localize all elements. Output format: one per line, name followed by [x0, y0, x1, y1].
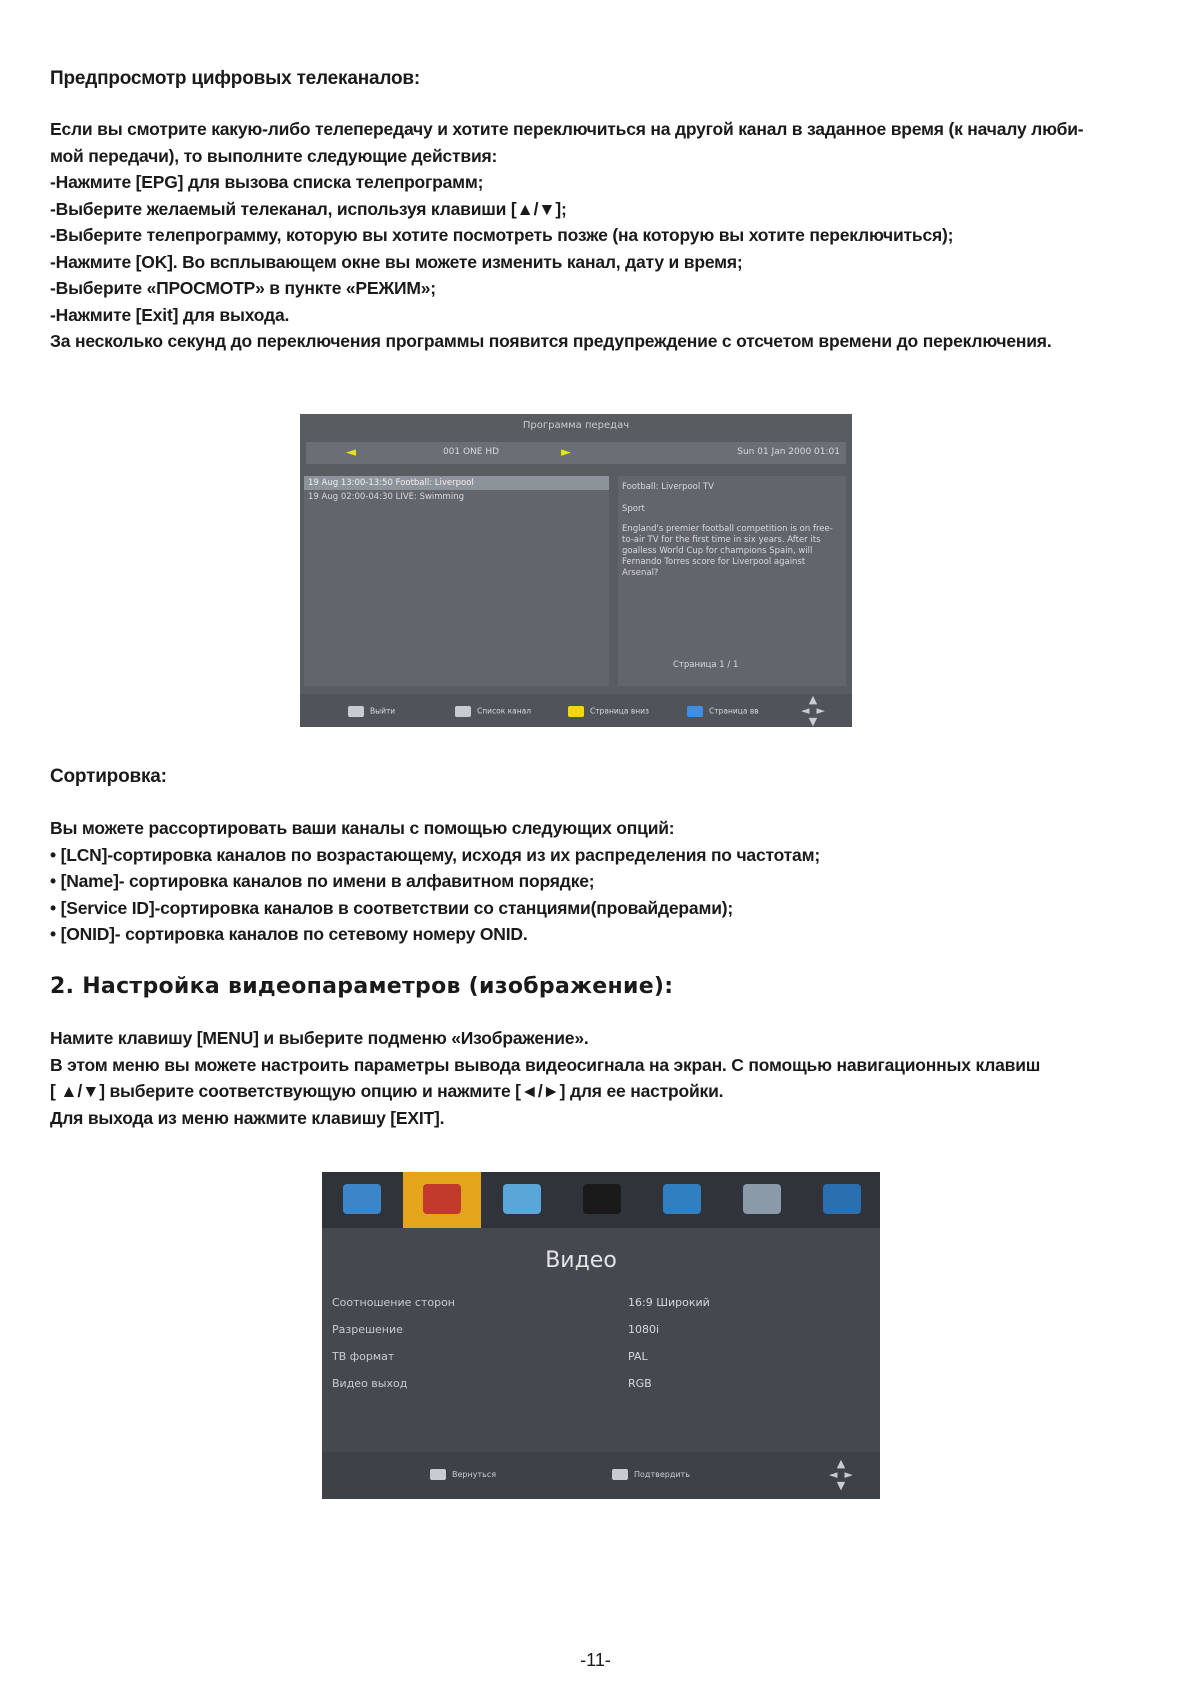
ok-key-icon: [612, 1469, 628, 1480]
text-line: За несколько секунд до переключения программы появится предупреждение с отсчетом времени до переключения.: [50, 331, 1052, 351]
navigation-cross-icon: ▲ ◄ ► ▼: [801, 693, 825, 727]
epg-info-page: Страница 1 / 1: [673, 660, 739, 670]
sorting-heading: Сортировка:: [50, 766, 167, 787]
video-settings-text: [50, 1025, 1150, 1131]
text-line: В этом меню вы можете настроить параметры вывода видеосигнала на экран. С помощью навигационных клавиш: [50, 1054, 1041, 1075]
globe-icon: [663, 1184, 701, 1214]
text-line: -Выберите телепрограмму, которую вы хотите посмотреть позже (на которую вы хотите переключиться);: [50, 225, 954, 245]
tab-usb: [803, 1172, 880, 1228]
tab-time: [563, 1172, 641, 1228]
video-menu-title: Видео: [545, 1248, 617, 1273]
sorting-text: [50, 815, 1150, 948]
epg-info-title: Football: Liverpool TV: [622, 482, 714, 492]
gear-icon: [743, 1184, 781, 1214]
page-down-hint: Страница вниз: [568, 706, 649, 717]
text-line: Намите клавишу [MENU] и выберите подменю «Изображение».: [50, 1028, 589, 1048]
epg-preview-text: [50, 116, 1150, 355]
epg-preview-heading: Предпросмотр цифровых телеканалов:: [50, 68, 420, 89]
text-line: • [Name]- сортировка каналов по имени в алфавитном порядке;: [50, 871, 595, 891]
exit-hint: Выйти: [348, 706, 395, 717]
text-line: -Нажмите [Exit] для выхода.: [50, 304, 290, 325]
text-line: • [LCN]-сортировка каналов по возрастающему, исходя из их распределения по частотам;: [50, 844, 820, 865]
epg-channel-name: 001 ONE HD: [442, 447, 500, 457]
channels-icon: [343, 1184, 381, 1214]
back-key-icon: [430, 1469, 446, 1480]
menu-row-label: Видео выход: [332, 1377, 408, 1390]
confirm-hint: Подтвердить: [612, 1469, 690, 1480]
page-up-hint: Страница вв: [687, 706, 759, 717]
menu-row-value: 16:9 Широкий: [628, 1296, 710, 1309]
list-item: 19 Aug 02:00-04:30 LIVE: Swimming: [308, 492, 464, 502]
video-settings-heading: 2. Настройка видеопараметров (изображение):: [50, 974, 674, 999]
text-line: мой передачи), то выполните следующие действия:: [50, 145, 498, 166]
text-line: • [ONID]- сортировка каналов по сетевому номеру ONID.: [50, 924, 528, 944]
search-tab-icon: [503, 1184, 541, 1214]
epg-info-genre: Sport: [622, 504, 645, 514]
epg-program-list: [304, 476, 609, 686]
menu-row-label: Соотношение сторон: [332, 1296, 455, 1309]
tab-language: [643, 1172, 721, 1228]
page-number: -11-: [580, 1650, 611, 1670]
menu-tabs: [322, 1172, 880, 1228]
list-key-icon: [455, 706, 471, 717]
text-line: [ ▲/▼] выберите соответствующую опцию и нажмите [◄/►] для ее настройки.: [50, 1081, 724, 1101]
video-menu-footer: [322, 1452, 880, 1499]
clock-icon: [583, 1184, 621, 1214]
media-icon: [823, 1184, 861, 1214]
exit-key-icon: [348, 706, 364, 717]
menu-row-value: RGB: [628, 1377, 652, 1390]
tab-search: [483, 1172, 561, 1228]
text-line: -Нажмите [OK]. Во всплывающем окне вы можете изменить канал, дату и время;: [50, 251, 743, 272]
menu-row-label: ТВ формат: [332, 1350, 395, 1363]
menu-row-label: Разрешение: [332, 1323, 403, 1336]
epg-date: Sun 01 Jan 2000 01:01: [737, 447, 840, 457]
epg-footer: [300, 694, 852, 727]
list-item: 19 Aug 13:00-13:50 Football: Liverpool: [304, 476, 609, 490]
arrow-left-icon: ◄: [346, 445, 356, 460]
text-line: -Выберите желаемый телеканал, используя клавиши [▲/▼];: [50, 198, 567, 219]
epg-program-info: [618, 476, 846, 686]
epg-title: Программа передач: [522, 420, 630, 431]
navigation-cross-icon: ▲ ◄ ► ▼: [829, 1457, 853, 1492]
epg-screenshot: [300, 414, 852, 727]
text-line: Для выхода из меню нажмите клавишу [EXIT].: [50, 1107, 445, 1128]
menu-row-value: PAL: [628, 1350, 648, 1363]
epg-channel-bar: [306, 442, 846, 464]
text-line: -Нажмите [EPG] для вызова списка телепрограмм;: [50, 172, 484, 192]
video-menu-screenshot: [322, 1172, 880, 1499]
text-line: • [Service ID]-сортировка каналов в соответствии со станциями(провайдерами);: [50, 897, 734, 918]
menu-row-value: 1080i: [628, 1323, 660, 1336]
blue-key-icon: [687, 706, 703, 717]
epg-info-description: England's premier football competition is on free-to-air TV for the first time in six years. After its goalless World Cup for champions Spain, will Fernando Torres score for Liverpool against Arsenal?: [622, 524, 833, 578]
channel-list-hint: Список канал: [455, 706, 531, 717]
picture-icon: [423, 1184, 461, 1214]
tab-picture: [403, 1172, 481, 1228]
back-hint: Вернуться: [430, 1469, 496, 1480]
tab-channels: [323, 1172, 401, 1228]
arrow-right-icon: ►: [561, 445, 571, 460]
yellow-key-icon: [568, 706, 584, 717]
text-line: Если вы смотрите какую-либо телепередачу и хотите переключиться на другой канал в заданное время (к началу люби-: [50, 119, 1084, 139]
tab-system: [723, 1172, 801, 1228]
text-line: Вы можете рассортировать ваши каналы с помощью следующих опций:: [50, 818, 675, 838]
text-line: -Выберите «ПРОСМОТР» в пункте «РЕЖИМ»;: [50, 278, 436, 298]
